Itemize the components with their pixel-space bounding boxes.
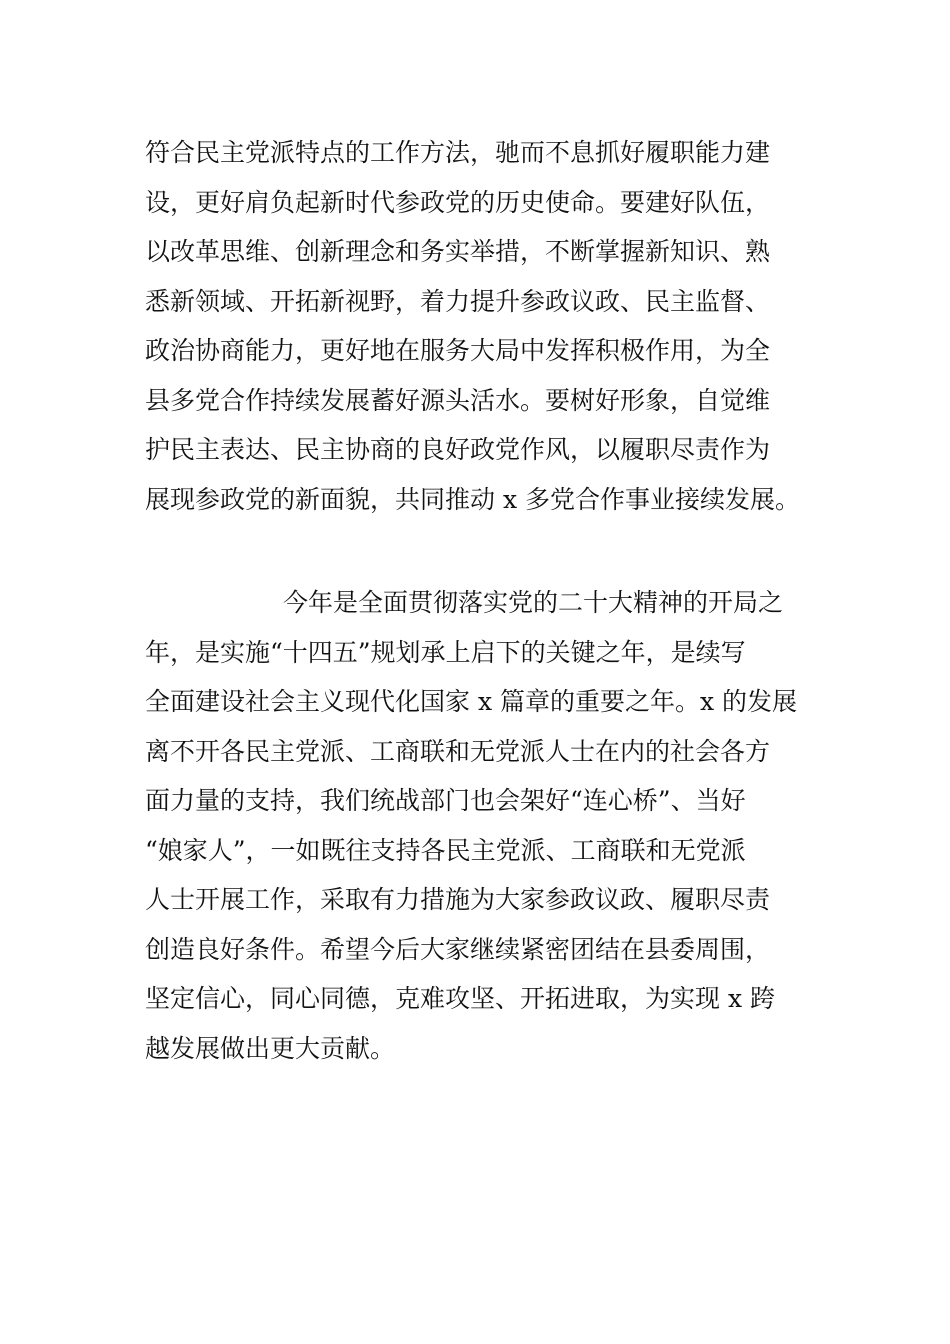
paragraph-line: 政治协商能力，更好地在服务大局中发挥积极作用，为全 bbox=[145, 336, 771, 365]
paragraph-line: 年，是实施“十四五”规划承上启下的关键之年，是续写 bbox=[145, 637, 746, 667]
paragraph-line: 悉新领域、开拓新视野，着力提升参政议政、民主监督、 bbox=[145, 286, 771, 316]
paragraph-1 bbox=[145, 128, 800, 524]
paragraph-line: 人士开展工作，采取有力措施为大家参政议政、履职尽责 bbox=[145, 885, 771, 914]
paragraph-2 bbox=[145, 578, 797, 1073]
paragraph-line-indented: 今年是全面贯彻落实党的二十大精神的开局之 bbox=[283, 588, 784, 617]
paragraph-line: 坚定信心，同心同德，克难攻坚、开拓进取，为实现 x 跨 bbox=[145, 984, 775, 1013]
paragraph-line: 展现参政党的新面貌，共同推动 x 多党合作事业接续发展。 bbox=[145, 484, 800, 514]
paragraph-line: 创造良好条件。希望今后大家继续紧密团结在县委周围， bbox=[145, 934, 771, 964]
paragraph-line: 护民主表达、民主协商的良好政党作风，以履职尽责作为 bbox=[145, 435, 771, 464]
paragraph-line: 县多党合作持续发展蓄好源头活水。要树好形象，自觉维 bbox=[145, 385, 771, 415]
paragraph-line: 离不开各民主党派、工商联和无党派人士在内的社会各方 bbox=[145, 736, 771, 766]
paragraph-line: 全面建设社会主义现代化国家 x 篇章的重要之年。x 的发展 bbox=[145, 687, 798, 716]
paragraph-line: 面力量的支持，我们统战部门也会架好“连心桥”、当好 bbox=[145, 786, 746, 815]
paragraph-line: 越发展做出更大贡献。 bbox=[145, 1033, 396, 1063]
paragraph-line: “娘家人”，一如既往支持各民主党派、工商联和无党派 bbox=[145, 835, 746, 865]
paragraph-line: 设，更好肩负起新时代参政党的历史使命。要建好队伍， bbox=[145, 187, 771, 217]
paragraph-line: 符合民主党派特点的工作方法，驰而不息抓好履职能力建 bbox=[145, 138, 771, 167]
paragraph-line: 以改革思维、创新理念和务实举措，不断掌握新知识、熟 bbox=[145, 237, 771, 266]
